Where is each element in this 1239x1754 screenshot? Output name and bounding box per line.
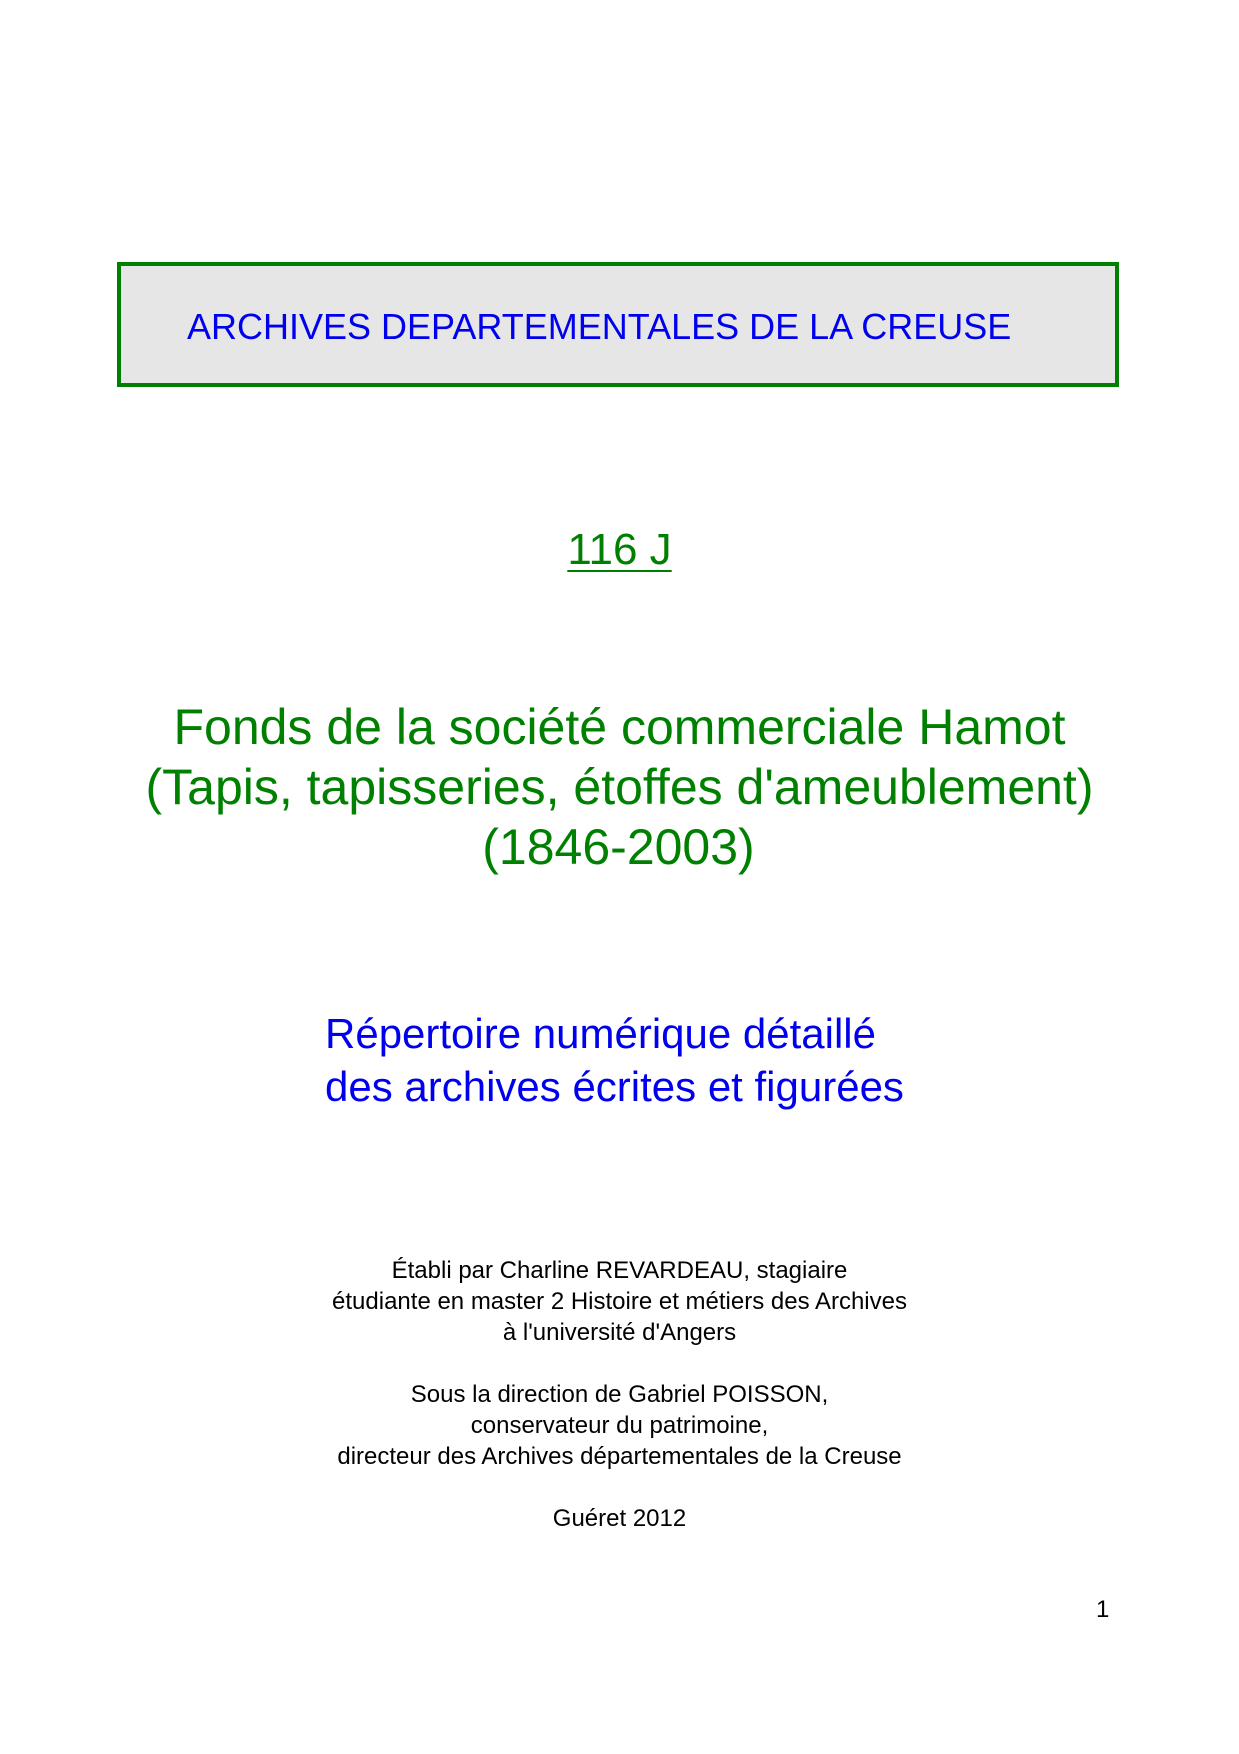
director-line-3: directeur des Archives départementales de la Creuse bbox=[337, 1443, 902, 1470]
archives-header-title: ARCHIVES DEPARTEMENTALES DE LA CREUSE bbox=[187, 306, 1012, 347]
fonds-title-line-2: (Tapis, tapisseries, étoffes d'ameublement) bbox=[145, 759, 1094, 815]
header-box bbox=[117, 262, 1119, 387]
fonds-title-line-3: (1846-2003) bbox=[482, 819, 755, 875]
fonds-title-line-1: Fonds de la société commerciale Hamot bbox=[173, 699, 1066, 755]
fonds-code bbox=[0, 525, 1239, 575]
author-line-1: Établi par Charline REVARDEAU, stagiaire bbox=[391, 1257, 848, 1284]
director-line-2: conservateur du patrimoine, bbox=[470, 1412, 769, 1439]
subtitle-line-2: des archives écrites et figurées bbox=[325, 1063, 904, 1110]
subtitle-line-1: Répertoire numérique détaillé bbox=[325, 1010, 876, 1057]
director-line-1: Sous la direction de Gabriel POISSON, bbox=[410, 1381, 829, 1408]
author-line-3: à l'université d'Angers bbox=[502, 1319, 737, 1346]
author-line-2: étudiante en master 2 Histoire et métiers des Archives bbox=[332, 1288, 907, 1315]
place-date: Guéret 2012 bbox=[552, 1505, 687, 1532]
page-number: 1 bbox=[1096, 1596, 1110, 1623]
fonds-code-text: 116 J bbox=[567, 525, 672, 574]
